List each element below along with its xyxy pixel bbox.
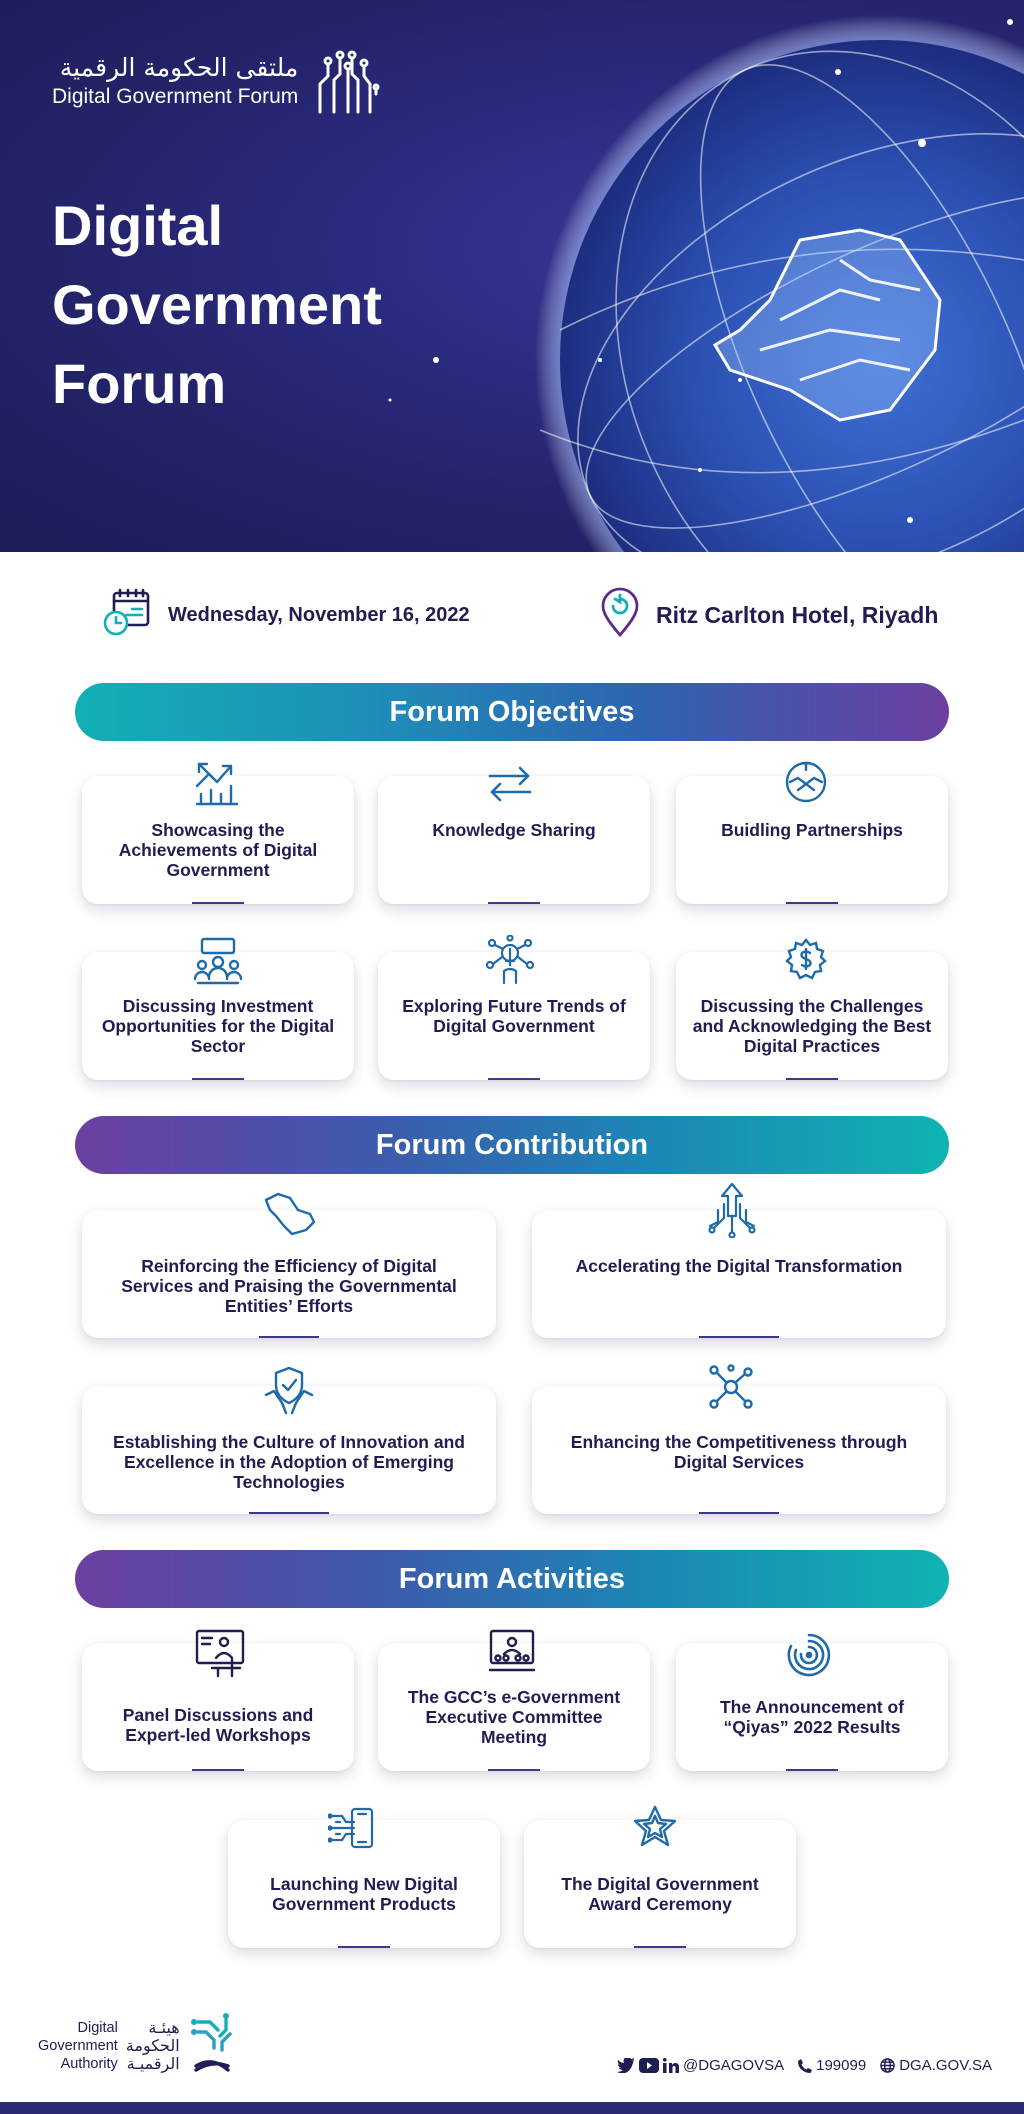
hero-banner xyxy=(0,0,1024,552)
objective-label: Discussing Investment Opportunities for the Digital Sector xyxy=(101,996,335,1056)
circuit-arrow-icon xyxy=(706,1182,758,1238)
card-underline xyxy=(786,902,838,904)
bottom-strip xyxy=(0,2102,1024,2114)
authority-name-arabic xyxy=(126,2019,180,2073)
title-line: Forum xyxy=(52,352,227,415)
contribution-label: Accelerating the Digital Transformation xyxy=(575,1256,903,1276)
website-link[interactable] xyxy=(880,2057,992,2074)
growth-arrows-icon xyxy=(193,760,241,806)
section-header-activities: Forum Activities xyxy=(75,1550,949,1608)
contribution-label: Establishing the Culture of Innovation and Excellence in the Adoption of Emerging Technologies xyxy=(113,1432,465,1492)
linkedin-icon[interactable] xyxy=(663,2058,679,2073)
card-underline xyxy=(634,1946,686,1948)
objective-label: Knowledge Sharing xyxy=(432,820,596,840)
website-url: DGA.GOV.SA xyxy=(899,2057,992,2074)
card-underline xyxy=(786,1078,838,1080)
card-underline xyxy=(786,1769,838,1771)
saudi-map-icon xyxy=(262,1190,316,1236)
star-award-icon xyxy=(632,1804,678,1850)
phone-number: 199099 xyxy=(816,2057,867,2074)
qiyas-rings-icon xyxy=(786,1632,832,1678)
authority-line: Government xyxy=(38,2037,118,2054)
network-nodes-icon xyxy=(708,1364,754,1410)
forum-name-english: Digital Government Forum xyxy=(52,85,299,108)
card-underline xyxy=(192,1769,244,1771)
event-date xyxy=(102,585,470,645)
authority-line: هيئـة xyxy=(148,2017,180,2037)
exchange-arrows-icon xyxy=(484,762,536,804)
contribution-label: Enhancing the Competitiveness through Digital Services xyxy=(570,1432,908,1472)
objective-label: Buidling Partnerships xyxy=(721,820,903,840)
touch-network-icon xyxy=(486,935,534,985)
meeting-group-icon xyxy=(194,935,242,985)
activity-label: The GCC’s e-Government Executive Committee Meeting xyxy=(407,1687,621,1747)
objective-label: Showcasing the Achievements of Digital Government xyxy=(118,820,318,880)
card-underline xyxy=(192,1078,244,1080)
authority-name-english xyxy=(38,2019,118,2073)
social-handle[interactable]: @DGAGOVSA xyxy=(683,2057,785,2074)
card-underline xyxy=(488,1769,540,1771)
handshake-globe-icon xyxy=(784,760,828,804)
section-header-contribution: Forum Contribution xyxy=(75,1116,949,1174)
page-title xyxy=(52,186,472,423)
digital-device-icon xyxy=(328,1806,376,1850)
activity-label: Launching New Digital Government Products xyxy=(270,1874,458,1914)
globe-icon xyxy=(880,2058,895,2073)
event-location-text: Ritz Carlton Hotel, Riyadh xyxy=(656,601,939,628)
footer-contact-bar xyxy=(603,2057,992,2074)
shield-hands-icon xyxy=(264,1365,314,1415)
objective-label: Discussing the Challenges and Acknowledging the Best Digital Practices xyxy=(692,996,932,1056)
card-underline xyxy=(192,902,244,904)
card-underline xyxy=(699,1512,779,1514)
card-underline xyxy=(259,1336,319,1338)
section-header-objectives: Forum Objectives xyxy=(75,683,949,741)
dollar-gear-icon xyxy=(784,937,828,981)
twitter-icon[interactable] xyxy=(617,2058,635,2073)
forum-name-arabic: ملتقى الحكومة الرقمية xyxy=(59,53,299,82)
event-date-text: Wednesday, November 16, 2022 xyxy=(168,603,470,626)
activity-label: Panel Discussions and Expert-led Workshops xyxy=(122,1705,314,1745)
card-underline xyxy=(249,1512,329,1514)
activity-label: The Digital Government Award Ceremony xyxy=(561,1874,759,1914)
authority-logo[interactable] xyxy=(38,2012,234,2079)
objective-label: Exploring Future Trends of Digital Government xyxy=(402,996,626,1036)
phone-icon xyxy=(798,2059,812,2073)
phone-contact[interactable] xyxy=(798,2057,866,2074)
calendar-clock-icon xyxy=(102,587,154,644)
location-pin-icon xyxy=(598,587,642,644)
authority-line: Digital xyxy=(77,2019,118,2036)
youtube-icon[interactable] xyxy=(639,2058,659,2073)
conference-screen-icon xyxy=(488,1628,536,1674)
card-underline xyxy=(699,1336,779,1338)
authority-line: الحكومة xyxy=(125,2035,180,2055)
title-line: Government xyxy=(52,273,382,336)
authority-line: Authority xyxy=(60,2055,118,2072)
activity-label: The Announcement of “Qiyas” 2022 Results xyxy=(719,1697,905,1737)
event-location[interactable] xyxy=(598,585,938,645)
card-underline xyxy=(488,902,540,904)
title-line: Digital xyxy=(52,194,224,257)
forum-logo[interactable] xyxy=(52,52,382,127)
authority-logo-icon xyxy=(190,2012,234,2079)
social-links xyxy=(617,2057,784,2074)
card-underline xyxy=(488,1078,540,1080)
presenter-board-icon xyxy=(194,1628,246,1678)
forum-logo-icon xyxy=(310,50,382,127)
contribution-label: Reinforcing the Efficiency of Digital Services and Praising the Governmental Entities’ Efforts xyxy=(121,1256,457,1316)
card-underline xyxy=(338,1946,390,1948)
authority-line: الرقميـة xyxy=(126,2053,180,2073)
